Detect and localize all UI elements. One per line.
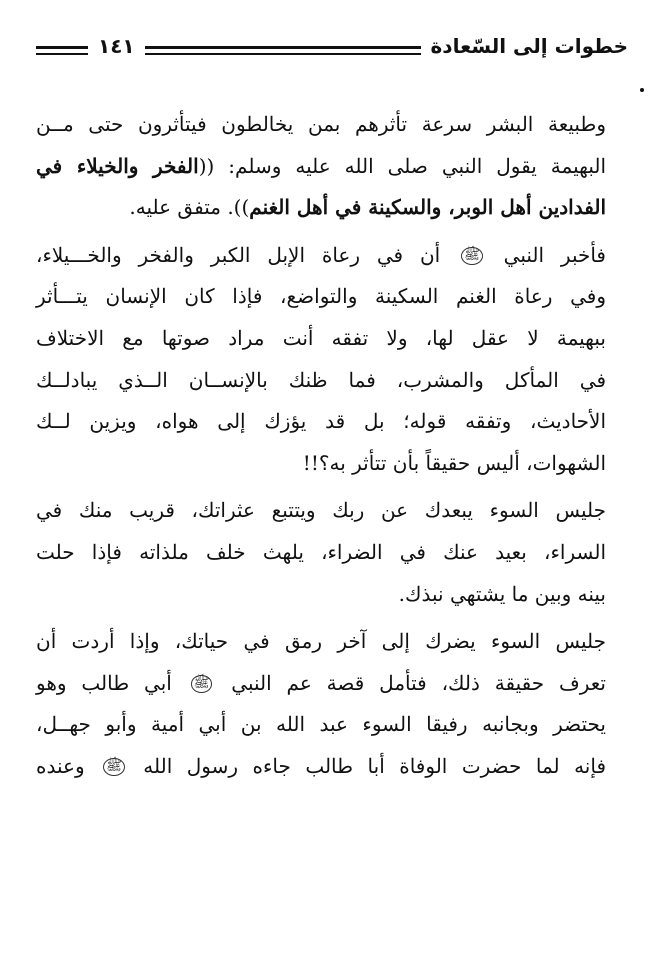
honorific-icon: ﷺ [461,247,483,265]
text-line: بينه وبين ما يشتهي نبذك. [398,581,606,606]
text-fragment: البهيمة يقول النبي صلى الله عليه وسلم: (( [198,153,607,178]
paragraph [36,104,606,229]
text-line: وطبيعة البشر سرعة تأثرهم بمن يخالطون فيتأثرون حتى مــن [36,112,606,136]
text-fragment: فأخبر النبي [503,242,606,267]
hadith-quote: الفدادين أهل الوبر، والسكينة في أهل الغنم [249,195,606,220]
text-line [36,146,606,188]
text-fragment: أبي طالب وهو [36,670,172,695]
text-fragment: )). متفق عليه. [129,195,250,220]
honorific-icon: ﷺ [191,675,213,693]
text-line [36,187,606,229]
text-line: في المأكل والمشرب، فما ظنك بالإنســان الــذي يبادلــك [36,367,606,392]
header-rule-end [36,46,88,55]
text-fragment: تعرف حقيقة ذلك، فتأمل قصة عم النبي [231,670,606,695]
book-title: خطوات إلى السّعادة [430,34,628,58]
text-line: الأحاديث، وتفقه قوله؛ بل قد يؤزك إلى هواه، ويزين لــك [36,409,606,434]
text-line: ببهيمة لا عقل لها، ولا تفقه أنت مراد صوتها مع الاختلاف [36,325,606,350]
page-number: ١٤١ [98,34,135,58]
text-line: جليس السوء يبعدك عن ربك ويتتبع عثراتك، قريب منك في [36,498,606,523]
text-fragment: أن في رعاة الإبل الكبر والفخر والخـــيلاء، [36,242,441,267]
running-header [36,26,628,66]
text-line: يحتضر وبجانبه رفيقا السوء عبد الله بن أبي أمية وأبو جهــل، [36,712,606,737]
header-rule [145,46,421,55]
text-line: وفي رعاة الغنم السكينة والتواضع، فإذا كان الإنسان يتـــأثر [36,284,606,309]
page-body [36,104,606,788]
paragraph [36,490,606,615]
text-fragment: فإنه لما حضرت الوفاة أبا طالب جاءه رسول الله [143,753,607,778]
paragraph [36,621,606,787]
paragraph [36,235,606,485]
honorific-icon: ﷺ [103,758,125,776]
text-fragment: وعنده [36,753,85,778]
hadith-quote: الفخر والخيلاء في [36,153,199,178]
text-line: الشهوات، أليس حقيقاً بأن تتأثر به؟!! [302,450,606,475]
text-line [36,746,606,788]
text-line: جليس السوء يضرك إلى آخر رمق في حياتك، وإذا أردت أن [36,629,606,654]
margin-dot [640,88,644,92]
text-line [36,663,606,705]
text-line [36,235,606,277]
text-line: السراء، بعيد عنك في الضراء، يلهث خلف ملذاته فإذا حلت [36,539,606,564]
